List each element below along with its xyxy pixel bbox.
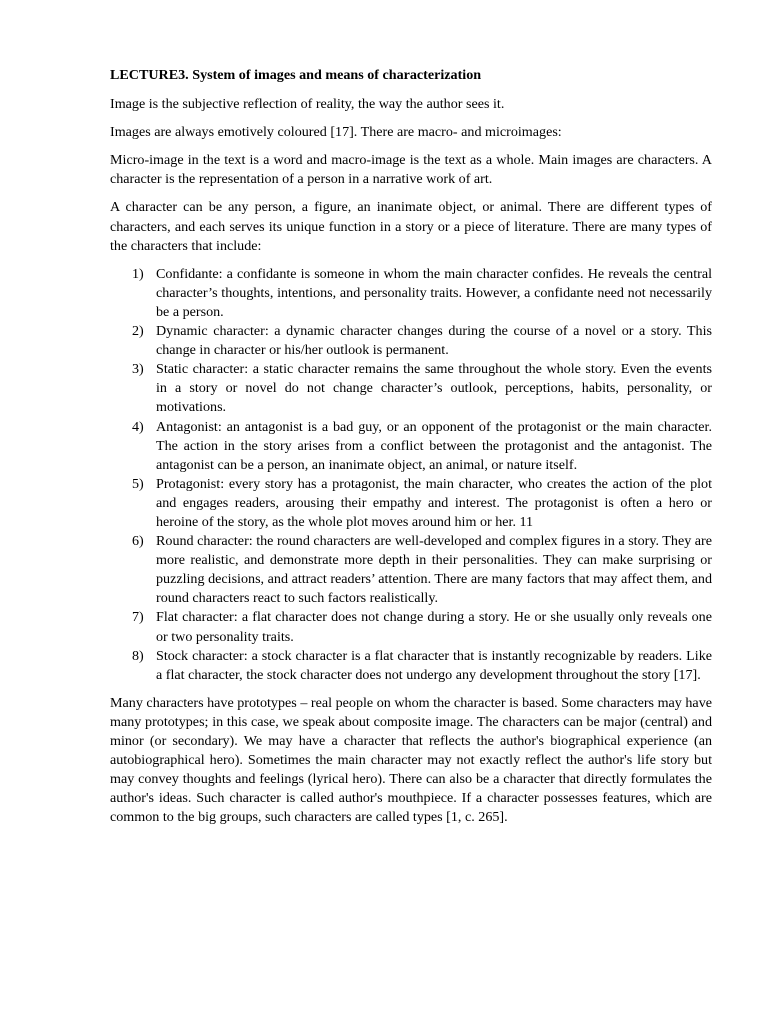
list-item-text: Confidante: a confidante is someone in whom the main character confides. He reveals the central character’s thoughts, intentions, and personality traits. However, a confidante need not necessarily be a person.	[156, 265, 712, 320]
paragraph-character-intro: A character can be any person, a figure, an inanimate object, or animal. There are different types of characters, and each serves its unique function in a story or a piece of literature. There are many types of the characters that include:	[110, 199, 712, 254]
paragraph-micro-macro: Micro-image in the text is a word and macro-image is the text as a whole. Main images are characters. A character is the representation of a person in a narrative work of art.	[110, 152, 712, 188]
paragraph-images-coloured: Images are always emotively coloured [17]. There are macro- and microimages:	[110, 124, 562, 141]
paragraph-image-definition: Image is the subjective reflection of reality, the way the author sees it.	[110, 96, 505, 113]
list-item-text: Antagonist: an antagonist is a bad guy, or an opponent of the protagonist or the main character. The action in the story arises from a conflict between the protagonist and the antagonist. The antagonist can be a person, an inanimate object, an animal, or nature itself.	[156, 418, 712, 473]
list-item	[110, 532, 712, 608]
list-item-number: 6)	[132, 533, 144, 550]
list-item	[110, 647, 712, 685]
list-item-text: Stock character: a stock character is a flat character that is instantly recognizable by readers. Like a flat character, the stock character does not undergo any development throughout the story [17].	[156, 647, 712, 683]
list-item	[110, 418, 712, 475]
list-item-number: 1)	[132, 265, 144, 282]
list-item	[110, 475, 712, 532]
paragraph-prototypes: Many characters have prototypes – real people on whom the character is based. Some characters may have many prototypes; in this case, we speak about composite image. The characters can be major (central) and minor (or secondary). We may have a character that reflects the author's biographical experience (an autobiographical hero). Sometimes the main character may not exactly reflect the author's life story but may convey thoughts and feelings (lyrical hero). There can also be a character that directly formulates the author's ideas. Such character is called author's mouthpiece. If a character possesses features, which are common to the big groups, such characters are called types [1, c. 265].	[110, 694, 712, 826]
list-item-number: 2)	[132, 323, 144, 340]
list-item-text: Protagonist: every story has a protagonist, the main character, who creates the action of the plot and engages readers, arousing their empathy and interest. The protagonist is often a hero or heroine of the story, as the whole plot moves around him or her. 11	[156, 475, 712, 530]
page-title: LECTURE3. System of images and means of characterization	[110, 67, 482, 83]
list-item-text: Flat character: a flat character does not change during a story. He or she usually only reveals one or two personality traits.	[156, 609, 712, 645]
list-item	[110, 360, 712, 417]
list-item-text: Round character: the round characters are well-developed and complex figures in a story. They are more realistic, and demonstrate more depth in their personalities. They can make surprising or puzzling decisions, and attract readers’ attention. There are many factors that may affect them, and round characters react to such factors realistically.	[156, 533, 712, 607]
list-item-number: 7)	[132, 609, 144, 626]
document-page	[110, 66, 712, 836]
character-types-list	[110, 265, 712, 685]
list-item	[110, 265, 712, 322]
list-item-text: Static character: a static character remains the same throughout the whole story. Even the events in a story or novel do not change character’s outlook, perceptions, habits, personality, or motivations.	[156, 361, 712, 416]
list-item	[110, 322, 712, 360]
list-item-number: 8)	[132, 647, 144, 664]
list-item-number: 5)	[132, 475, 144, 492]
list-item	[110, 608, 712, 646]
list-item-number: 4)	[132, 418, 144, 435]
list-item-number: 3)	[132, 361, 144, 378]
list-item-text: Dynamic character: a dynamic character changes during the course of a novel or a story. This change in character or his/her outlook is permanent.	[156, 323, 712, 359]
